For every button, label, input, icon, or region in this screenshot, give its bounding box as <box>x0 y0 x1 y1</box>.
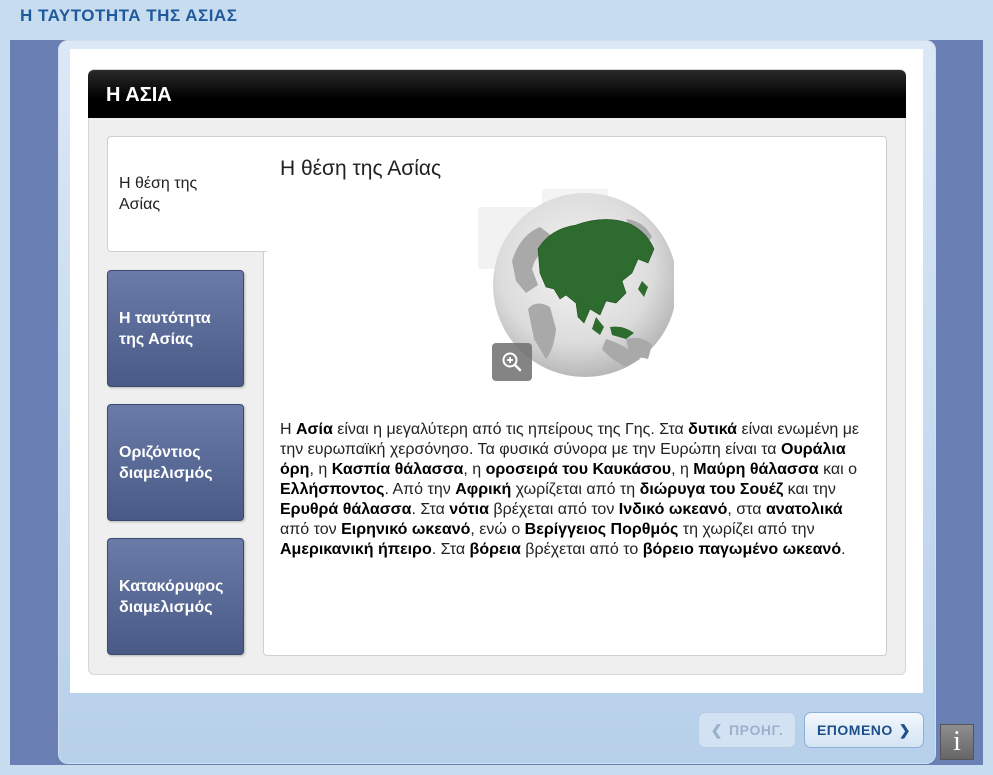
paragraph-bold-term: Ειρηνικό ωκεανό <box>341 521 471 538</box>
paragraph-text: βρέχεται από το <box>520 541 643 558</box>
tab-vertical-division[interactable] <box>107 538 244 655</box>
tab-horizontal-division[interactable] <box>107 404 244 521</box>
paragraph-bold-term: Αφρική <box>455 481 512 498</box>
paragraph-bold-term: Μαύρη θάλασσα <box>693 461 819 478</box>
paragraph-text: , στα <box>727 501 766 518</box>
previous-button[interactable] <box>698 712 796 748</box>
paragraph-bold-term: βόρειο παγωμένο ωκεανό <box>642 541 842 558</box>
paragraph-text: τη χωρίζει από την <box>678 521 815 538</box>
paragraph-text: . <box>841 541 846 558</box>
chevron-right-icon: ❯ <box>898 721 912 738</box>
next-button[interactable] <box>804 712 924 748</box>
paragraph-bold-term: Ερυθρά θάλασσα <box>280 501 412 518</box>
paragraph-bold-term: οροσειρά του Καυκάσου <box>485 461 672 478</box>
paragraph-bold-term: Ασία <box>296 421 333 438</box>
paragraph-text: είναι ενωμένη με την ευρωπαϊκή χερσόνησο. Τα φυσικά σύνορα με την Ευρώπη είναι τα <box>280 421 860 458</box>
module-header: Η ΑΣΙΑ <box>88 70 906 118</box>
paragraph-text: και ο <box>818 461 858 478</box>
paragraph-bold-term: ανατολικά <box>765 501 843 518</box>
previous-label: ΠΡΟΗΓ. <box>729 722 784 738</box>
tab-label: Η θέση της Ασίας <box>119 175 198 213</box>
paragraph-bold-term: βόρεια <box>469 541 521 558</box>
paragraph-text: από τον <box>280 521 342 538</box>
paragraph-text: . Στα <box>411 501 450 518</box>
paragraph-text: και την <box>783 481 836 498</box>
tab-asia-position[interactable] <box>107 136 267 252</box>
paragraph-bold-term: Ουράλια όρη <box>280 441 846 478</box>
paragraph-bold-term: Ινδικό ωκεανό <box>618 501 728 518</box>
paragraph-bold-term: διώρυγα του Σουέζ <box>639 481 784 498</box>
tab-label: Η ταυτότητα της Ασίας <box>119 309 211 348</box>
content-paragraph <box>280 420 870 560</box>
paragraph-text: . Από την <box>384 481 456 498</box>
chevron-left-icon: ❮ <box>710 721 723 738</box>
next-label: ΕΠΟΜΕΝΟ <box>816 722 893 738</box>
info-icon: i <box>953 726 961 757</box>
content-title: Η θέση της Ασίας <box>280 157 442 180</box>
paragraph-text: , η <box>309 461 332 478</box>
page-title: Η ΤΑΥΤΟΤΗΤΑ ΤΗΣ ΑΣΙΑΣ <box>20 6 238 25</box>
zoom-in-icon <box>501 351 523 373</box>
paragraph-text: . Στα <box>431 541 470 558</box>
paragraph-bold-term: δυτικά <box>688 421 737 438</box>
info-button[interactable] <box>940 724 974 760</box>
paragraph-text: είναι η μεγαλύτερη από τις ηπείρους της Γης. Στα <box>332 421 689 438</box>
paragraph-text: Η <box>280 421 296 438</box>
tab-label: Κατακόρυφος διαμελισμός <box>119 577 224 616</box>
zoom-button[interactable] <box>492 343 532 381</box>
paragraph-bold-term: Βερίγγειος Πορθμός <box>524 521 679 538</box>
paragraph-text: , η <box>671 461 694 478</box>
paragraph-bold-term: Κασπία θάλασσα <box>331 461 464 478</box>
paragraph-text: , ενώ ο <box>470 521 525 538</box>
tab-label: Οριζόντιος διαμελισμός <box>119 443 213 482</box>
content-panel <box>263 136 887 656</box>
paragraph-bold-term: Ελλήσποντος <box>280 481 385 498</box>
paragraph-text: χωρίζεται από τη <box>511 481 640 498</box>
paragraph-bold-term: Αμερικανική ήπειρο <box>280 541 432 558</box>
paragraph-text: βρέχεται από τον <box>488 501 619 518</box>
asia-globe-image[interactable] <box>476 189 674 385</box>
paragraph-bold-term: νότια <box>449 501 489 518</box>
tab-asia-identity[interactable] <box>107 270 244 387</box>
paragraph-text: , η <box>463 461 486 478</box>
